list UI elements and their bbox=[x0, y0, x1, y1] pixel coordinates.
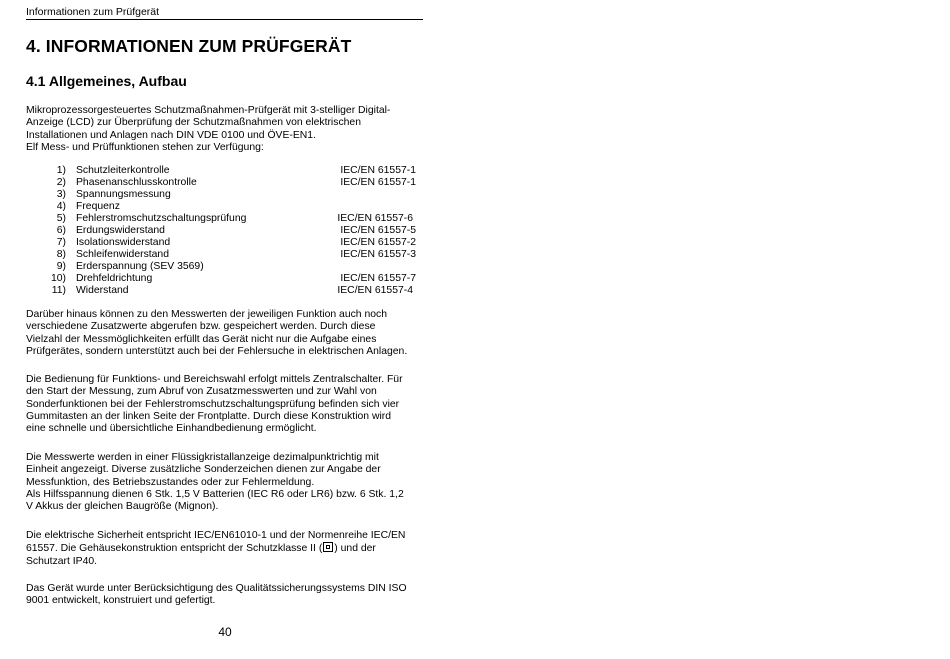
item-name: Schutzleiterkontrolle bbox=[76, 165, 170, 176]
item-norm: IEC/EN 61557-6 bbox=[337, 213, 413, 224]
text-line: Darüber hinaus können zu den Messwerten der jeweiligen Funktion auch noch bbox=[26, 309, 388, 320]
item-number: 1) bbox=[56, 165, 66, 176]
item-number: 2) bbox=[56, 177, 66, 188]
item-norm: IEC/EN 61557-5 bbox=[340, 225, 416, 236]
text-line: Mikroprozessorgesteuertes Schutzmaßnahmen-Prüfgerät mit 3-stelliger Digital- bbox=[26, 105, 391, 116]
list-item bbox=[26, 201, 426, 213]
item-name: Frequenz bbox=[76, 201, 120, 212]
text-line: Vielzahl der Messmöglichkeiten erfüllt das Gerät nicht nur die Aufgabe eines bbox=[26, 333, 377, 345]
section-title: 4.1 Allgemeines, Aufbau bbox=[26, 73, 187, 89]
list-item bbox=[26, 261, 426, 273]
text-line bbox=[26, 542, 426, 555]
item-name: Spannungsmessung bbox=[76, 189, 171, 200]
quality-paragraph bbox=[26, 583, 426, 608]
text-line: eine schnelle und übersichtliche Einhandbedienung ermöglicht. bbox=[26, 423, 317, 435]
item-name: Widerstand bbox=[76, 285, 129, 296]
page-number: 40 bbox=[218, 625, 232, 639]
item-number: 4) bbox=[56, 201, 66, 212]
text-line: Prüfgerätes, sondern unterstützt auch bei der Fehlersuche in elektrischen Anlagen. bbox=[26, 345, 408, 357]
item-name: Schleifenwiderstand bbox=[76, 249, 169, 260]
text-line: Als Hilfsspannung dienen 6 Stk. 1,5 V Batterien (IEC R6 oder LR6) bzw. 6 Stk. 1,2 bbox=[26, 488, 404, 500]
text-line: Sonderfunktionen bei der Fehlerstromschutzschaltungsprüfung befinden sich vier bbox=[26, 398, 400, 410]
item-norm: IEC/EN 61557-4 bbox=[337, 285, 413, 296]
text-line: Messfunktion, des Betriebszustandes oder zur Fehlermeldung. bbox=[26, 476, 315, 488]
item-number: 6) bbox=[56, 225, 66, 236]
text-fragment: ) und der bbox=[334, 543, 376, 555]
item-norm: IEC/EN 61557-3 bbox=[340, 249, 416, 260]
text-line: Die Bedienung für Funktions- und Bereichswahl erfolgt mittels Zentralschalter. Für bbox=[26, 374, 403, 385]
chapter-title: 4. INFORMATIONEN ZUM PRÜFGERÄT bbox=[26, 36, 352, 56]
text-line: verschiedene Zusatzwerte abgerufen bzw. gespeichert werden. Durch diese bbox=[26, 321, 376, 333]
item-number: 8) bbox=[56, 249, 66, 260]
item-name: Fehlerstromschutzschaltungsprüfung bbox=[76, 213, 247, 224]
text-line: Schutzart IP40. bbox=[26, 555, 98, 567]
item-number: 5) bbox=[56, 213, 66, 224]
running-header: Informationen zum Prüfgerät bbox=[26, 6, 423, 20]
list-item bbox=[26, 249, 426, 261]
item-name: Drehfeldrichtung bbox=[76, 273, 153, 284]
item-name: Erderspannung (SEV 3569) bbox=[76, 261, 204, 272]
text-line: Die elektrische Sicherheit entspricht IEC/EN61010-1 und der Normenreihe IEC/EN bbox=[26, 530, 406, 541]
text-line: Die Messwerte werden in einer Flüssigkristallanzeige dezimalpunktrichtig mit bbox=[26, 452, 379, 463]
item-number: 9) bbox=[56, 261, 66, 272]
function-list bbox=[26, 165, 426, 297]
text-line: Einheit angezeigt. Diverse zusätzliche Sonderzeichen dienen zur Angabe der bbox=[26, 464, 381, 476]
item-number: 10) bbox=[50, 273, 66, 284]
text-line: Gummitasten an der linken Seite der Frontplatte. Durch diese Konstruktion wird bbox=[26, 410, 392, 422]
intro-paragraph bbox=[26, 105, 426, 154]
item-norm: IEC/EN 61557-7 bbox=[340, 273, 416, 284]
text-line: den Start der Messung, zum Abruf von Zusatzmesswerten und zur Wahl von bbox=[26, 386, 377, 398]
item-number: 7) bbox=[56, 237, 66, 248]
list-item bbox=[26, 285, 426, 297]
text-line: Anzeige (LCD) zur Überprüfung der Schutzmaßnahmen von elektrischen bbox=[26, 117, 361, 129]
item-norm: IEC/EN 61557-1 bbox=[340, 177, 416, 188]
item-number: 11) bbox=[51, 285, 66, 296]
text-line: Elf Mess- und Prüffunktionen stehen zur Verfügung: bbox=[26, 141, 264, 153]
item-name: Isolationswiderstand bbox=[76, 237, 171, 248]
list-item bbox=[26, 213, 426, 225]
item-name: Phasenanschlusskontrolle bbox=[76, 177, 197, 188]
display-paragraph bbox=[26, 452, 426, 513]
text-line: V Akkus der gleichen Baugröße (Mignon). bbox=[26, 501, 219, 513]
list-item bbox=[26, 237, 426, 249]
text-fragment: 61557. Die Gehäusekonstruktion entspricht der Schutzklasse II ( bbox=[26, 543, 323, 555]
text-line: Das Gerät wurde unter Berücksichtigung des Qualitätssicherungssystems DIN ISO bbox=[26, 583, 407, 594]
item-number: 3) bbox=[56, 189, 66, 200]
list-item bbox=[26, 177, 426, 189]
protection-class-ii-icon bbox=[323, 542, 333, 552]
operation-paragraph bbox=[26, 374, 426, 435]
text-line: 9001 entwickelt, konstruiert und gefertigt. bbox=[26, 595, 216, 607]
item-name: Erdungswiderstand bbox=[76, 225, 165, 236]
additional-values-paragraph bbox=[26, 309, 426, 358]
list-item bbox=[26, 165, 426, 177]
item-norm: IEC/EN 61557-2 bbox=[340, 237, 416, 248]
list-item bbox=[26, 189, 426, 201]
item-norm: IEC/EN 61557-1 bbox=[340, 165, 416, 176]
safety-paragraph bbox=[26, 530, 426, 568]
list-item bbox=[26, 225, 426, 237]
list-item bbox=[26, 273, 426, 285]
text-line: Installationen und Anlagen nach DIN VDE 0100 und ÖVE-EN1. bbox=[26, 129, 316, 141]
